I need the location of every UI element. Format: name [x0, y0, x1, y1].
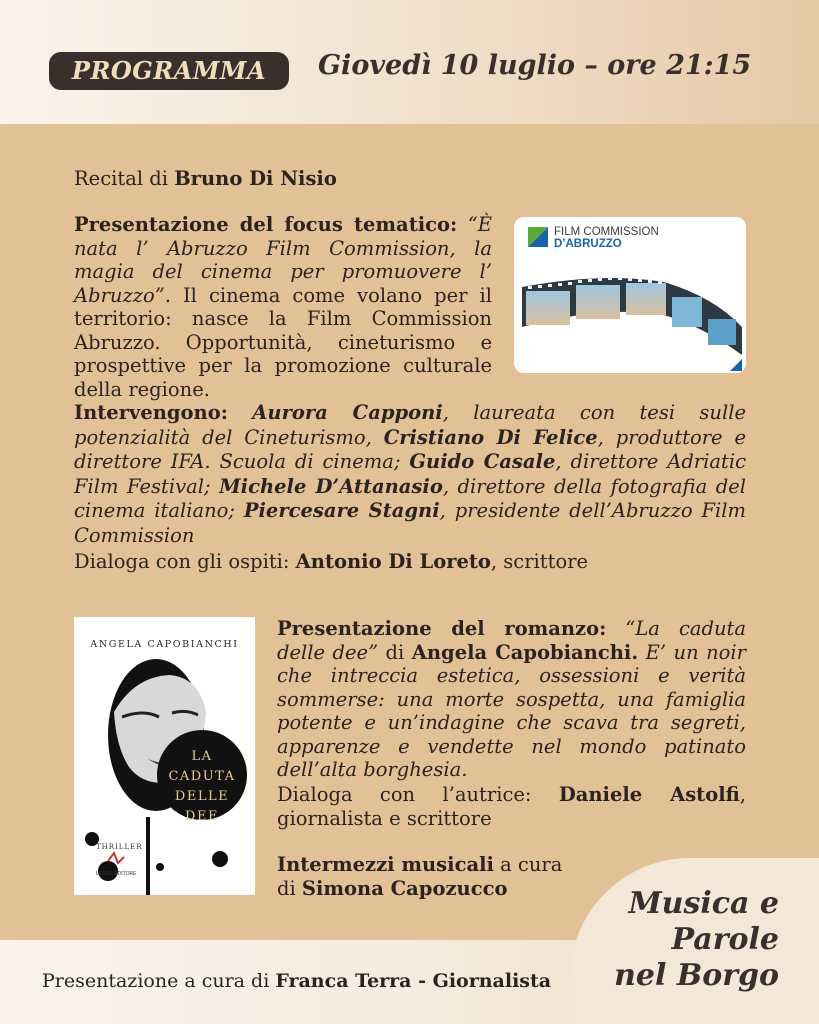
- event-date: Giovedì 10 luglio – ore 21:15: [318, 50, 752, 81]
- music-line: [277, 853, 567, 900]
- speakers-paragraph: [74, 401, 746, 548]
- book-cover-publisher: LEONE EDITORE: [96, 871, 137, 877]
- book-cover: [74, 617, 255, 895]
- dialogue1-prefix: Dialoga con gli ospiti:: [74, 550, 296, 573]
- novel-by: di: [378, 640, 412, 664]
- series-title-line: Parole: [671, 922, 779, 957]
- book-title-line: DELLE: [174, 789, 230, 804]
- novel-paragraph: [277, 617, 746, 782]
- recital-line: [74, 167, 514, 191]
- focus-quote: “È nata l’ Abruzzo Film Commission, la magia del cinema per promuovere l’ Abruzzo”.: [74, 213, 492, 307]
- speaker-desc: , laureata con tesi sulle potenzialità del Cineturismo,: [74, 401, 746, 449]
- speaker-desc: , produttore e direttore IFA. Scuola di cinema;: [74, 425, 747, 473]
- music-label: Intermezzi musicali: [277, 853, 494, 876]
- fc-line2: D’ABRUZZO: [554, 238, 622, 250]
- speakers-label: Intervengono:: [74, 401, 228, 424]
- recital-name: Bruno Di Nisio: [174, 167, 337, 190]
- film-strip-graphic: [514, 267, 746, 373]
- dialogue-guests-line: [74, 550, 746, 574]
- speaker-desc: , direttore Adriatic Film Festival;: [74, 450, 746, 498]
- film-commission-card: [514, 217, 746, 373]
- novel-title: “La caduta delle dee”: [277, 617, 747, 664]
- recital-prefix: Recital di: [74, 167, 175, 190]
- focus-label: Presentazione del focus tematico:: [74, 213, 458, 236]
- book-title-line: DEE: [185, 809, 219, 824]
- speaker-name: Cristiano Di Felice: [383, 425, 598, 449]
- fc-line1: FILM COMMISSION: [554, 226, 659, 238]
- book-cover-author: ANGELA CAPOBIANCHI: [90, 639, 239, 650]
- footer-prefix: Presentazione a cura di: [42, 970, 276, 992]
- book-cover-genre: THRILLER: [96, 843, 143, 851]
- dialogue2-suffix: , giornalista e scrittore: [277, 783, 746, 830]
- dialogue1-name: Antonio Di Loreto: [295, 550, 491, 573]
- novel-label: Presentazione del romanzo:: [277, 617, 607, 640]
- speaker-name: Aurora Capponi: [252, 401, 443, 424]
- series-title-line: Musica e: [628, 886, 779, 921]
- novel-author: Angela Capobianchi.: [411, 640, 639, 664]
- music-name: Simona Capozucco: [301, 876, 508, 900]
- film-commission-name: [554, 226, 659, 250]
- book-title-line: CADUTA: [168, 769, 236, 784]
- music-middle: a cura di: [277, 853, 563, 900]
- programma-badge: PROGRAMMA: [49, 52, 289, 90]
- header-band: [0, 0, 819, 124]
- dialogue2-prefix: Dialoga con l’autrice:: [277, 783, 559, 806]
- speaker-name: Piercesare Stagni: [243, 499, 440, 522]
- novel-desc: E’ un noir che intreccia estetica, ossessioni e verità sommerse: una morte sospetta, una famiglia potente e un’indagine che scava tra segreti, apparenze e vendette nel mondo patinato dell’alta borghesia.: [277, 640, 746, 781]
- focus-paragraph: [74, 213, 492, 401]
- series-title-line: nel Borgo: [614, 958, 779, 993]
- footer-name: Franca Terra - Giornalista: [275, 970, 552, 992]
- book-cover-title: [152, 747, 252, 827]
- footer-credit: [42, 970, 551, 992]
- dialogue1-suffix: , scrittore: [490, 550, 589, 573]
- speaker-desc: , direttore della fotografia del cinema italiano;: [74, 474, 746, 522]
- film-commission-logo-icon: [528, 227, 548, 247]
- speaker-name: Michele D’Attanasio: [219, 474, 443, 498]
- dialogue-author-line: [277, 783, 746, 830]
- speaker-desc: , presidente dell’Abruzzo Film Commission: [74, 499, 747, 547]
- series-title: [614, 886, 779, 994]
- dialogue2-name: Daniele Astolfi: [558, 783, 740, 806]
- book-title-line: LA: [191, 749, 213, 764]
- speaker-name: Guido Casale: [409, 450, 556, 473]
- focus-body: Il cinema come volano per il territorio: nasce la Film Commission Abruzzo. Opportunità, cineturismo e prospettive per la promozione culturale della regione.: [74, 283, 492, 401]
